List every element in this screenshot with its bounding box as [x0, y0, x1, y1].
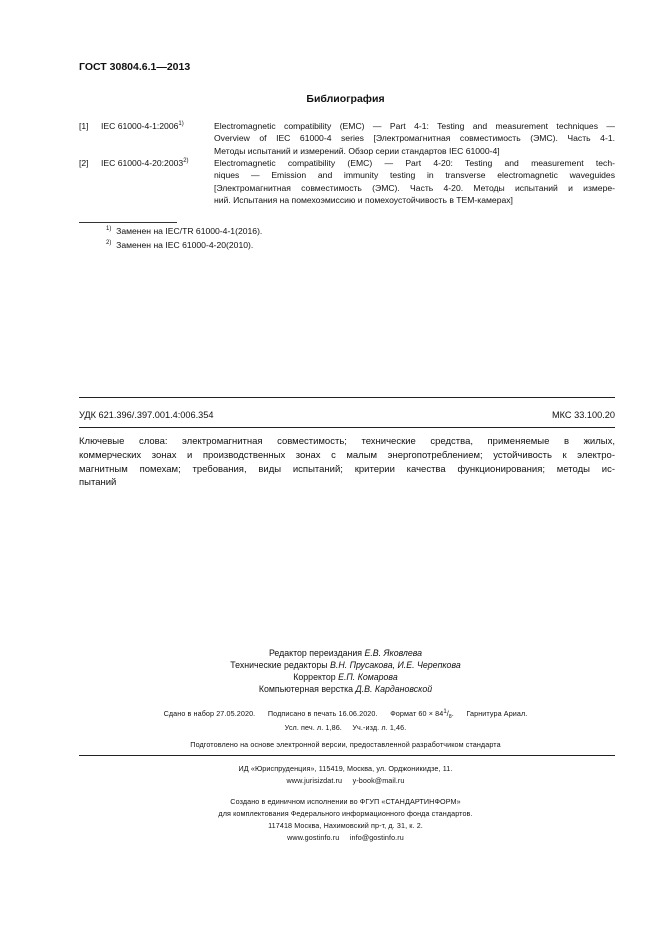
staff-proofreader: Корректор Е.П. Комарова [293, 672, 398, 682]
publisher-address: ИД «Юриспруденция», 115419, Москва, ул. Орджоникидзе, 11. [238, 764, 453, 773]
document-code: ГОСТ 30804.6.1—2013 [79, 61, 191, 73]
keywords-paragraph: Ключевые слова: электромагнитная совместимость; технические средства, применяемые в жилых, коммерческих зонах и производственных зонах с малым энергопотреблением; устойчивость к электро- магнитным помехам; требования, виды испытаний; критерии качества функционирования; методы ис- пытаний [79, 436, 615, 489]
ref-code: IEC 61000-4-1:2006$^{1)}$ [101, 121, 184, 131]
divider [79, 397, 615, 398]
divider [79, 755, 615, 756]
print-sheets-line: Усл. печ. л. 1,86. Уч.-изд. л. 1,46. [284, 723, 407, 732]
staff-editor: Редактор переиздания Е.В. Яковлева [268, 648, 423, 658]
divider [79, 427, 615, 428]
footnote-2: $^{2)}$ Заменен на IEC 61000-4-20(2010). [106, 240, 254, 250]
ref-description: Electromagnetic compatibility (EMC) — Part 4-1: Testing and measurement techniques — Overview of IEC 61000-4 series [Электромагнитная совместимость (ЭМС). Часть 4-1. Методы испытаний и измерений. Обзор серии стандартов IEC 61000-4] [214, 121, 615, 156]
prepared-note: Подготовлено на основе электронной версии, предоставленной разработчиком стандарта [190, 740, 501, 749]
producer-line: для комплектования Федерального информационного фонда стандартов. [218, 809, 473, 818]
staff-tech-editors: Технические редакторы В.Н. Прусакова, И.Е. Черепкова [230, 660, 461, 670]
ref-number: [2] [79, 158, 89, 168]
ref-number: [1] [79, 121, 89, 131]
producer-contacts: www.gostinfo.ru info@gostinfo.ru [287, 833, 404, 842]
producer-line: Создано в единичном исполнении во ФГУП «СТАНДАРТИНФОРМ» [230, 797, 461, 806]
producer-address: 117418 Москва, Нахимовский пр-т, д. 31, к. 2. [268, 821, 423, 830]
ref-footnote-mark: 1) [178, 121, 184, 127]
print-info-line: Сдано в набор 27.05.2020. Подписано в печать 16.06.2020. Формат $60 \times 84^1/_8$. Гарнитура Ариал. [163, 709, 528, 720]
ref-footnote-mark: 2) [183, 158, 189, 164]
bibliography-entry-1 [79, 120, 615, 160]
footnote-separator [79, 222, 177, 223]
ref-description: Electromagnetic compatibility (EMC) — Part 4-20: Testing and measurement tech- niques — Emission and immunity testing in transverse electromagnetic waveguides [Электромагнитная совместимость (ЭМС). Часть 4-20. Методы испытаний и измере- ний. Испытания на помехоэмиссию и помехоустойчивость в ТЕМ-камерах] [214, 158, 615, 205]
footnote-1: $^{1)}$ Заменен на IEC/TR 61000-4-1(2016). [106, 226, 263, 236]
mks-code: МКС 33.100.20 [552, 410, 615, 420]
ref-code: IEC 61000-4-20:2003$^{2)}$ [101, 158, 189, 168]
staff-layout: Компьютерная верстка Д.В. Кардановской [258, 684, 433, 694]
publisher-contacts: www.jurisizdat.ru y-book@mail.ru [286, 776, 405, 785]
bibliography-entry-2 [79, 157, 615, 209]
bibliography-title: Библиография [306, 93, 385, 105]
udc-code: УДК 621.396/.397.001.4:006.354 [79, 410, 214, 420]
